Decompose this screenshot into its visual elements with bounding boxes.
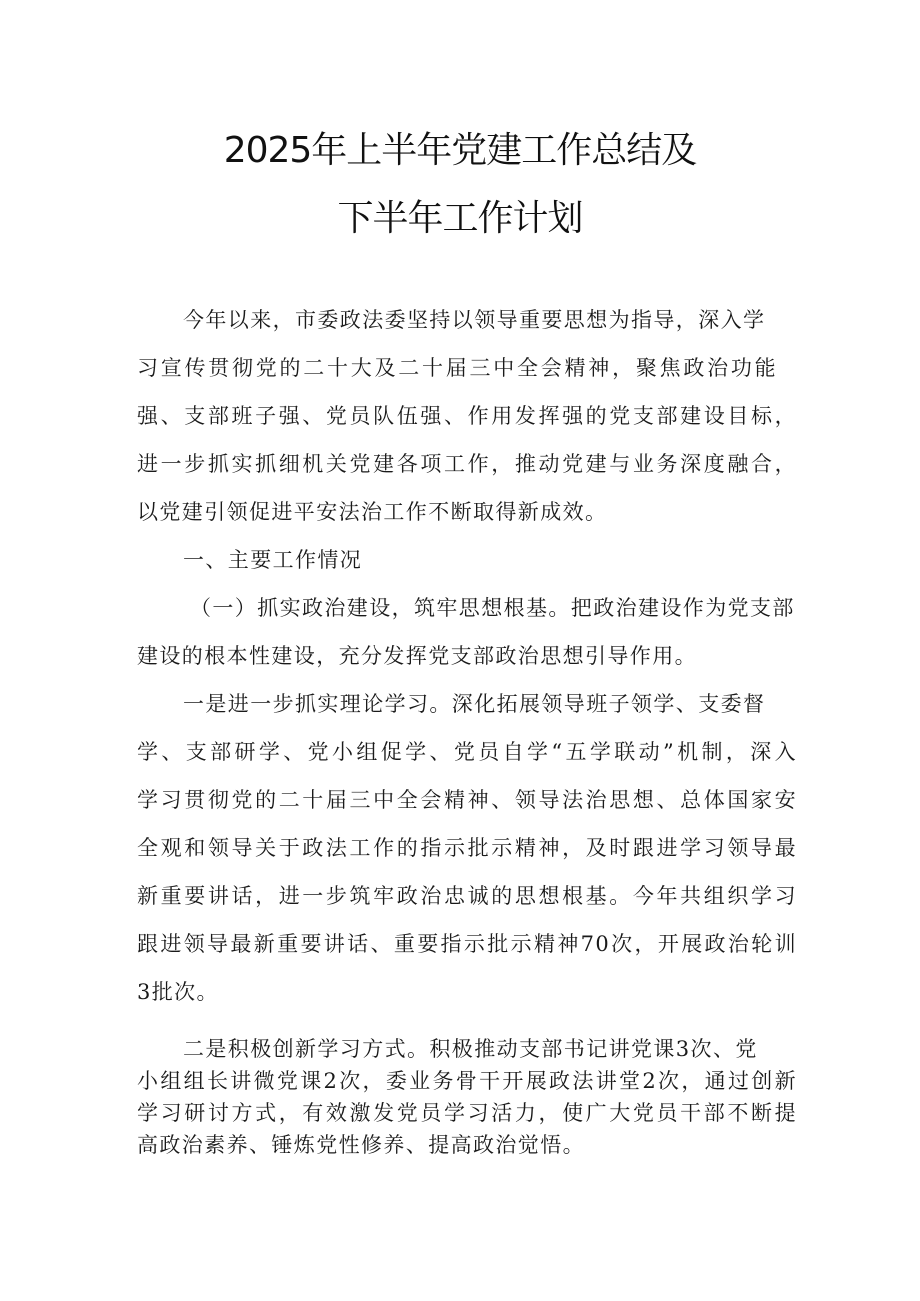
body-line: 以党建引领促进平安法治工作不断取得新成效。 — [137, 500, 608, 524]
section-heading: 一、主要工作情况 — [183, 548, 363, 572]
body-line: 学习研讨方式，有效激发党员学习活力，使广大党员干部不断提 — [137, 1101, 797, 1125]
body-line: 一是进一步抓实理论学习。深化拓展领导班子领学、支委督 — [183, 692, 766, 716]
body-line: 跟进领导最新重要讲话、重要指示批示精神70次，开展政治轮训 — [137, 932, 797, 956]
document-title-line-2: 下半年工作计划 — [337, 198, 583, 239]
body-line: 今年以来，市委政法委坚持以领导重要思想为指导，深入学 — [183, 308, 766, 332]
body-line: 二是积极创新学习方式。积极推动支部书记讲党课3次、党 — [183, 1037, 758, 1061]
body-line: 进一步抓实抓细机关党建各项工作，推动党建与业务深度融合， — [137, 452, 797, 476]
subsection-heading: （一）抓实政治建设，筑牢思想根基。把政治建设作为党支部 — [190, 596, 795, 620]
body-line: 全观和领导关于政法工作的指示批示精神，及时跟进学习领导最 — [137, 836, 797, 860]
body-line: 学、支部研学、党小组促学、党员自学“五学联动”机制，深入 — [137, 740, 797, 764]
body-line: 学习贯彻党的二十届三中全会精神、领导法治思想、总体国家安 — [137, 788, 797, 812]
body-line: 新重要讲话，进一步筑牢政治忠诚的思想根基。今年共组织学习 — [137, 884, 797, 908]
body-line: 建设的根本性建设，充分发挥党支部政治思想引导作用。 — [137, 644, 697, 668]
body-line: 强、支部班子强、党员队伍强、作用发挥强的党支部建设目标， — [137, 404, 797, 428]
body-line: 习宣传贯彻党的二十大及二十届三中全会精神，聚焦政治功能 — [137, 356, 777, 380]
body-line: 高政治素养、锤炼党性修养、提高政治觉悟。 — [137, 1133, 585, 1157]
document-title-line-1: 2025年上半年党建工作总结及 — [223, 130, 697, 171]
body-line: 3批次。 — [137, 980, 219, 1004]
body-line: 小组组长讲微党课2次，委业务骨干开展政法讲堂2次，通过创新 — [137, 1069, 797, 1093]
